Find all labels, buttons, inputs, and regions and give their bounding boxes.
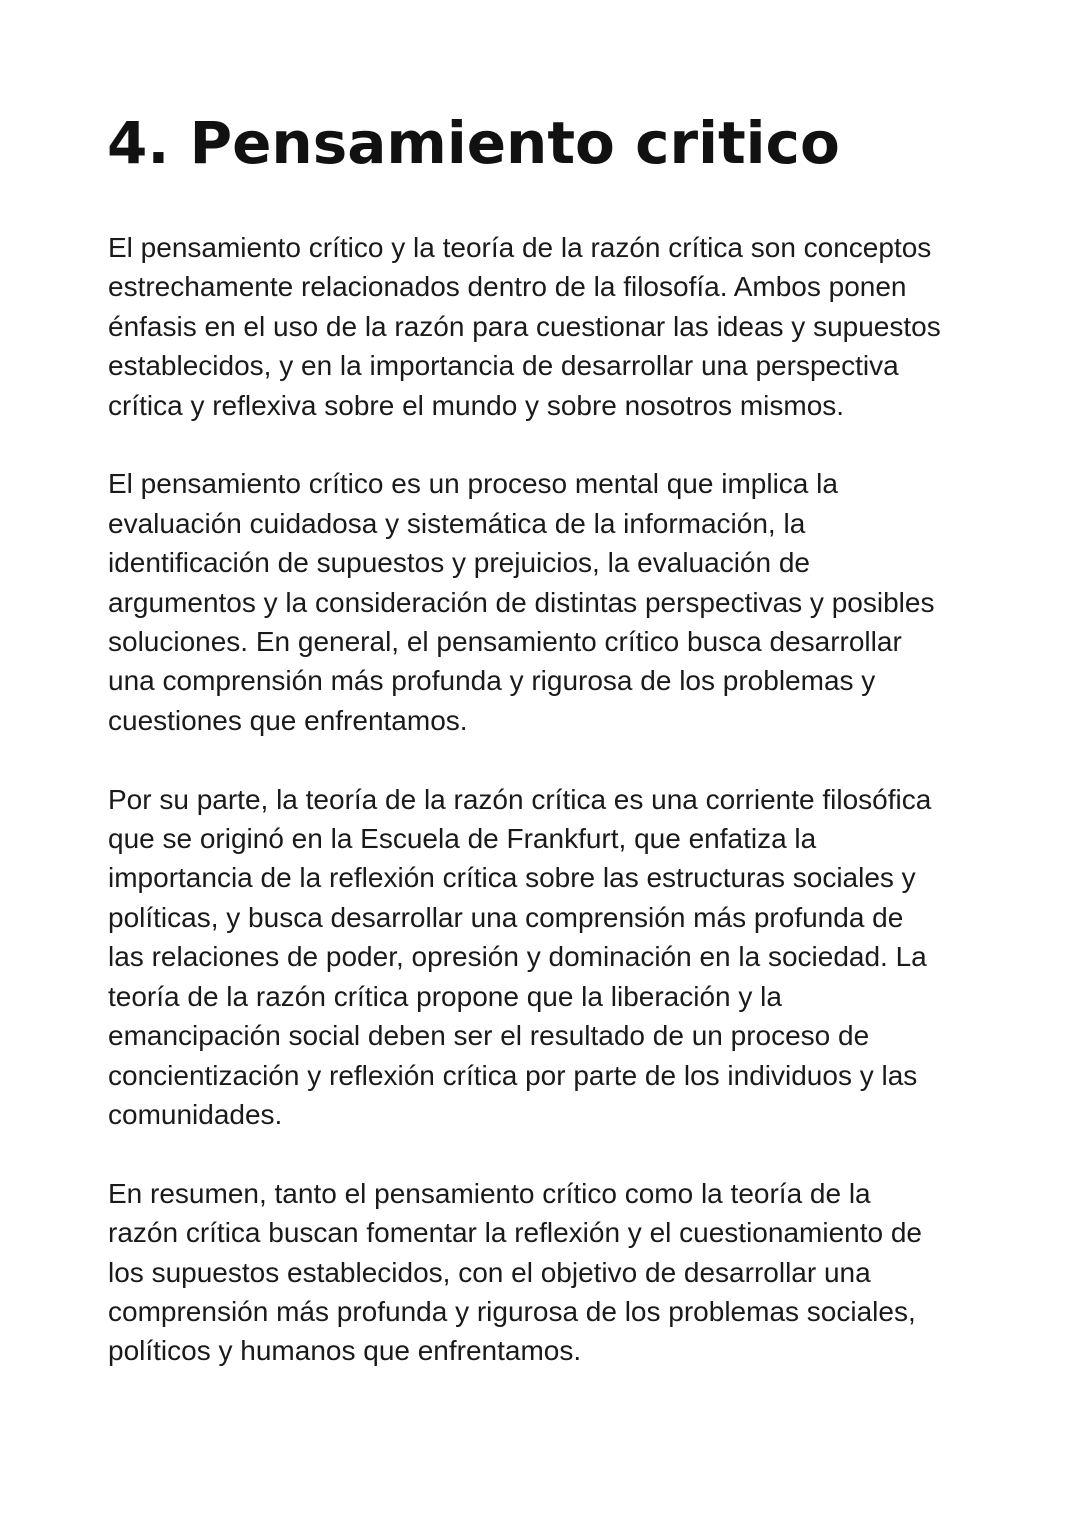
paragraph-1 — [108, 228, 978, 425]
text-line: identificación de supuestos y prejuicios, la evaluación de — [108, 547, 810, 579]
text-line: los supuestos establecidos, con el objetivo de desarrollar una — [108, 1256, 871, 1288]
text-line: cuestiones que enfrentamos. — [108, 704, 468, 736]
text-line: concientización y reflexión crítica por parte de los individuos y las — [108, 1059, 918, 1091]
text-line: estrechamente relacionados dentro de la filosofía. Ambos ponen — [108, 271, 907, 303]
text-line: soluciones. En general, el pensamiento crítico busca desarrollar — [108, 626, 902, 658]
paragraph-3 — [108, 780, 978, 1135]
page-title: 4. Pensamiento critico — [107, 109, 840, 177]
text-line: evaluación cuidadosa y sistemática de la información, la — [108, 507, 806, 539]
text-line: argumentos y la consideración de distintas perspectivas y posibles — [108, 586, 935, 618]
text-line: En resumen, tanto el pensamiento crítico como la teoría de la — [108, 1177, 871, 1209]
text-line: políticos y humanos que enfrentamos. — [108, 1335, 582, 1367]
text-line: Por su parte, la teoría de la razón crítica es una corriente filosófica — [108, 783, 932, 815]
text-line: El pensamiento crítico y la teoría de la razón crítica son conceptos — [108, 232, 932, 263]
text-line: crítica y reflexiva sobre el mundo y sobre nosotros mismos. — [108, 389, 845, 421]
text-line: importancia de la reflexión crítica sobre las estructuras sociales y — [108, 862, 916, 894]
paragraph-4 — [108, 1174, 978, 1371]
paragraph-2 — [108, 464, 978, 740]
text-line: énfasis en el uso de la razón para cuestionar las ideas y supuestos — [108, 310, 941, 342]
text-line: El pensamiento crítico es un proceso mental que implica la — [108, 468, 838, 500]
text-line: emancipación social deben ser el resultado de un proceso de — [108, 1020, 870, 1052]
text-line: las relaciones de poder, opresión y dominación en la sociedad. La — [108, 941, 927, 973]
text-line: políticas, y busca desarrollar una comprensión más profunda de — [108, 901, 904, 933]
text-line: comunidades. — [108, 1098, 283, 1130]
text-line: una comprensión más profunda y rigurosa de los problemas y — [108, 665, 876, 697]
text-line: teoría de la razón crítica propone que la liberación y la — [108, 980, 782, 1012]
document-body — [108, 228, 978, 1410]
text-line: que se originó en la Escuela de Frankfurt, que enfatiza la — [108, 823, 817, 855]
text-line: razón crítica buscan fomentar la reflexión y el cuestionamiento de — [108, 1217, 922, 1249]
text-line: establecidos, y en la importancia de desarrollar una perspectiva — [108, 350, 899, 382]
text-line: comprensión más profunda y rigurosa de los problemas sociales, — [108, 1295, 916, 1327]
